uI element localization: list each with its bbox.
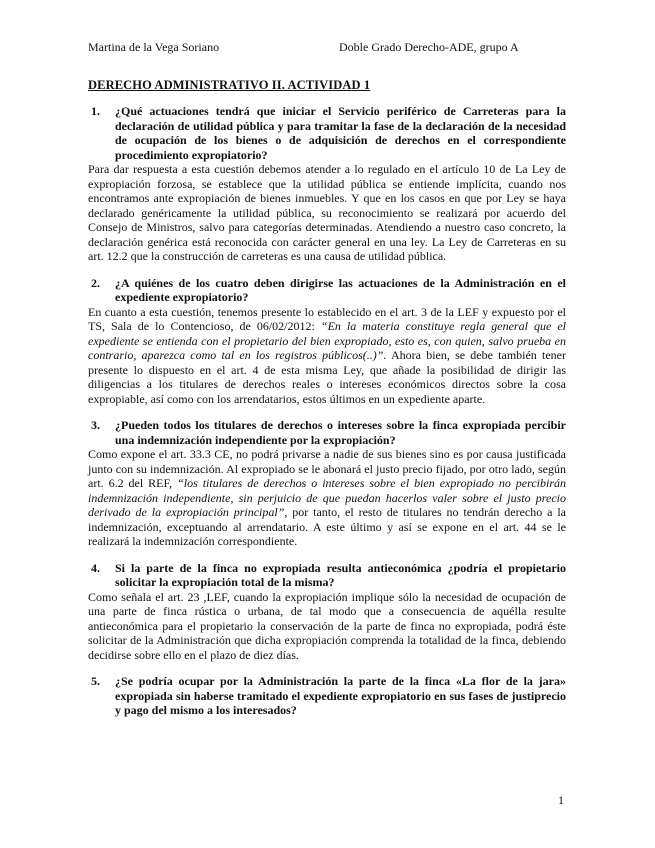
answer-paragraph: Como señala el art. 23 ,LEF, cuando la expropiación implique sólo la necesidad de ocupación de una parte de finca rústica o urbana, de tal modo que a consecuencia de aquélla resulte antieconómica para el propietario la conservación de la parte de finca no expropiada, podrá éste solicitar de la Administración que dicha expropiación comprenda la totalidad de la finca, debiendo decidirse sobre ello en el plazo de diez días. [88,589,566,662]
question-heading [88,674,566,718]
question-text: Si la parte de la finca no expropiada resulta antieconómica ¿podría el propietario solicitar la expropiación total de la misma? [115,560,566,589]
quoted-text: “En la materia constituye regla general que el expediente se entienda con el propietario del bien expropiado, esto es, con quien, salvo prueba en contrario, aparezca como tal en los registros públicos(..)”. [88,319,566,362]
page-number: 1 [558,793,564,807]
question-number: 5. [91,674,100,688]
quoted-text: “los titulares de derechos o intereses sobre el bien expropiado no percibirán indemnización independiente, sin perjuicio de que puedan hacerlos valer sobre el justo precio derivado de la expropiación principal”, [88,476,566,519]
question-heading [88,418,566,447]
answer-text: En cuanto a esta cuestión, tenemos presente lo establecido en el art. 3 de la LEF y expuesto por el TS, Sala de lo Contencioso, de 06/02/2012: [88,304,566,333]
question-block-2 [88,276,566,407]
question-heading [88,104,566,162]
question-heading [88,276,566,305]
question-block-4 [88,561,566,663]
document-title: DERECHO ADMINISTRATIVO II. ACTIVIDAD 1 [88,78,371,92]
header-course: Doble Grado Derecho-ADE, grupo A [339,40,519,54]
answer-paragraph [88,305,566,407]
question-number: 2. [91,275,100,290]
answer-text: Como expone el art. 33.3 CE, no podrá privarse a nadie de sus bienes sino es por causa justificada junto con su indemnización. Al expropiado se le abonará el justo precio fijado, por otro lado, según art. 6.2 del REF, [88,447,566,490]
answer-paragraph [88,447,566,549]
question-text: ¿Pueden todos los titulares de derechos o intereses sobre la finca expropiada percibir una indemnización independiente por la expropiación? [115,418,566,447]
header-author: Martina de la Vega Soriano [88,40,220,54]
question-number: 1. [91,104,100,118]
question-text: ¿Qué actuaciones tendrá que iniciar el Servicio periférico de Carreteras para la declaración de utilidad pública y para tramitar la fase de la declaración de la necesidad de ocupación de los bienes o de adquisición de derechos en el correspondiente procedimiento expropiatorio? [115,104,566,162]
answer-paragraph: Para dar respuesta a esta cuestión debemos atender a lo regulado en el artículo 10 de La Ley de expropiación forzosa, se establece que la utilidad pública se entiende implícita, cuando nos encontramos ante expropiación de bienes inmuebles. Y que en los casos en que por Ley se haya declarado genéricamente la utilidad pública, su reconocimiento se realizará por acuerdo del Consejo de Ministros, salvo para categorías determinadas. Atendiendo a nuestro caso concreto, la declaración genérica está reconocida con carácter general en una ley. La Ley de Carreteras en su art. 12.2 que la construcción de carreteras es una causa de utilidad pública. [88,162,566,263]
answer-text: por tanto, el resto de titulares no tendrán derecho a la indemnización, exceptuando al arrendatario. A este último y así se expone en el art. 44 se le realizará la indemnización correspondiente. [88,505,566,548]
question-text: ¿A quiénes de los cuatro deben dirigirse las actuaciones de la Administración en el expediente expropiatorio? [115,275,566,304]
document-body [88,104,566,730]
question-number: 4. [91,560,100,575]
question-block-3 [88,418,566,549]
answer-text: Ahora bien, se debe también tener presente lo dispuesto en el art. 4 de esta misma Ley, que añade la posibilidad de dirigir las diligencias a los titulares de derechos reales o intereses económicos directos sobre la cosa expropiable, así como con los arrendatarios, estos últimos en un expediente aparte. [88,348,567,406]
question-number: 3. [91,418,100,432]
question-text: ¿Se podría ocupar por la Administración la parte de la finca «La flor de la jara» expropiada sin haberse tramitado el expediente expropiatorio en sus fases de justiprecio y pago del mismo a los interesados? [115,674,566,717]
question-block-1 [88,104,566,264]
question-heading [88,561,566,590]
question-block-5 [88,674,566,718]
